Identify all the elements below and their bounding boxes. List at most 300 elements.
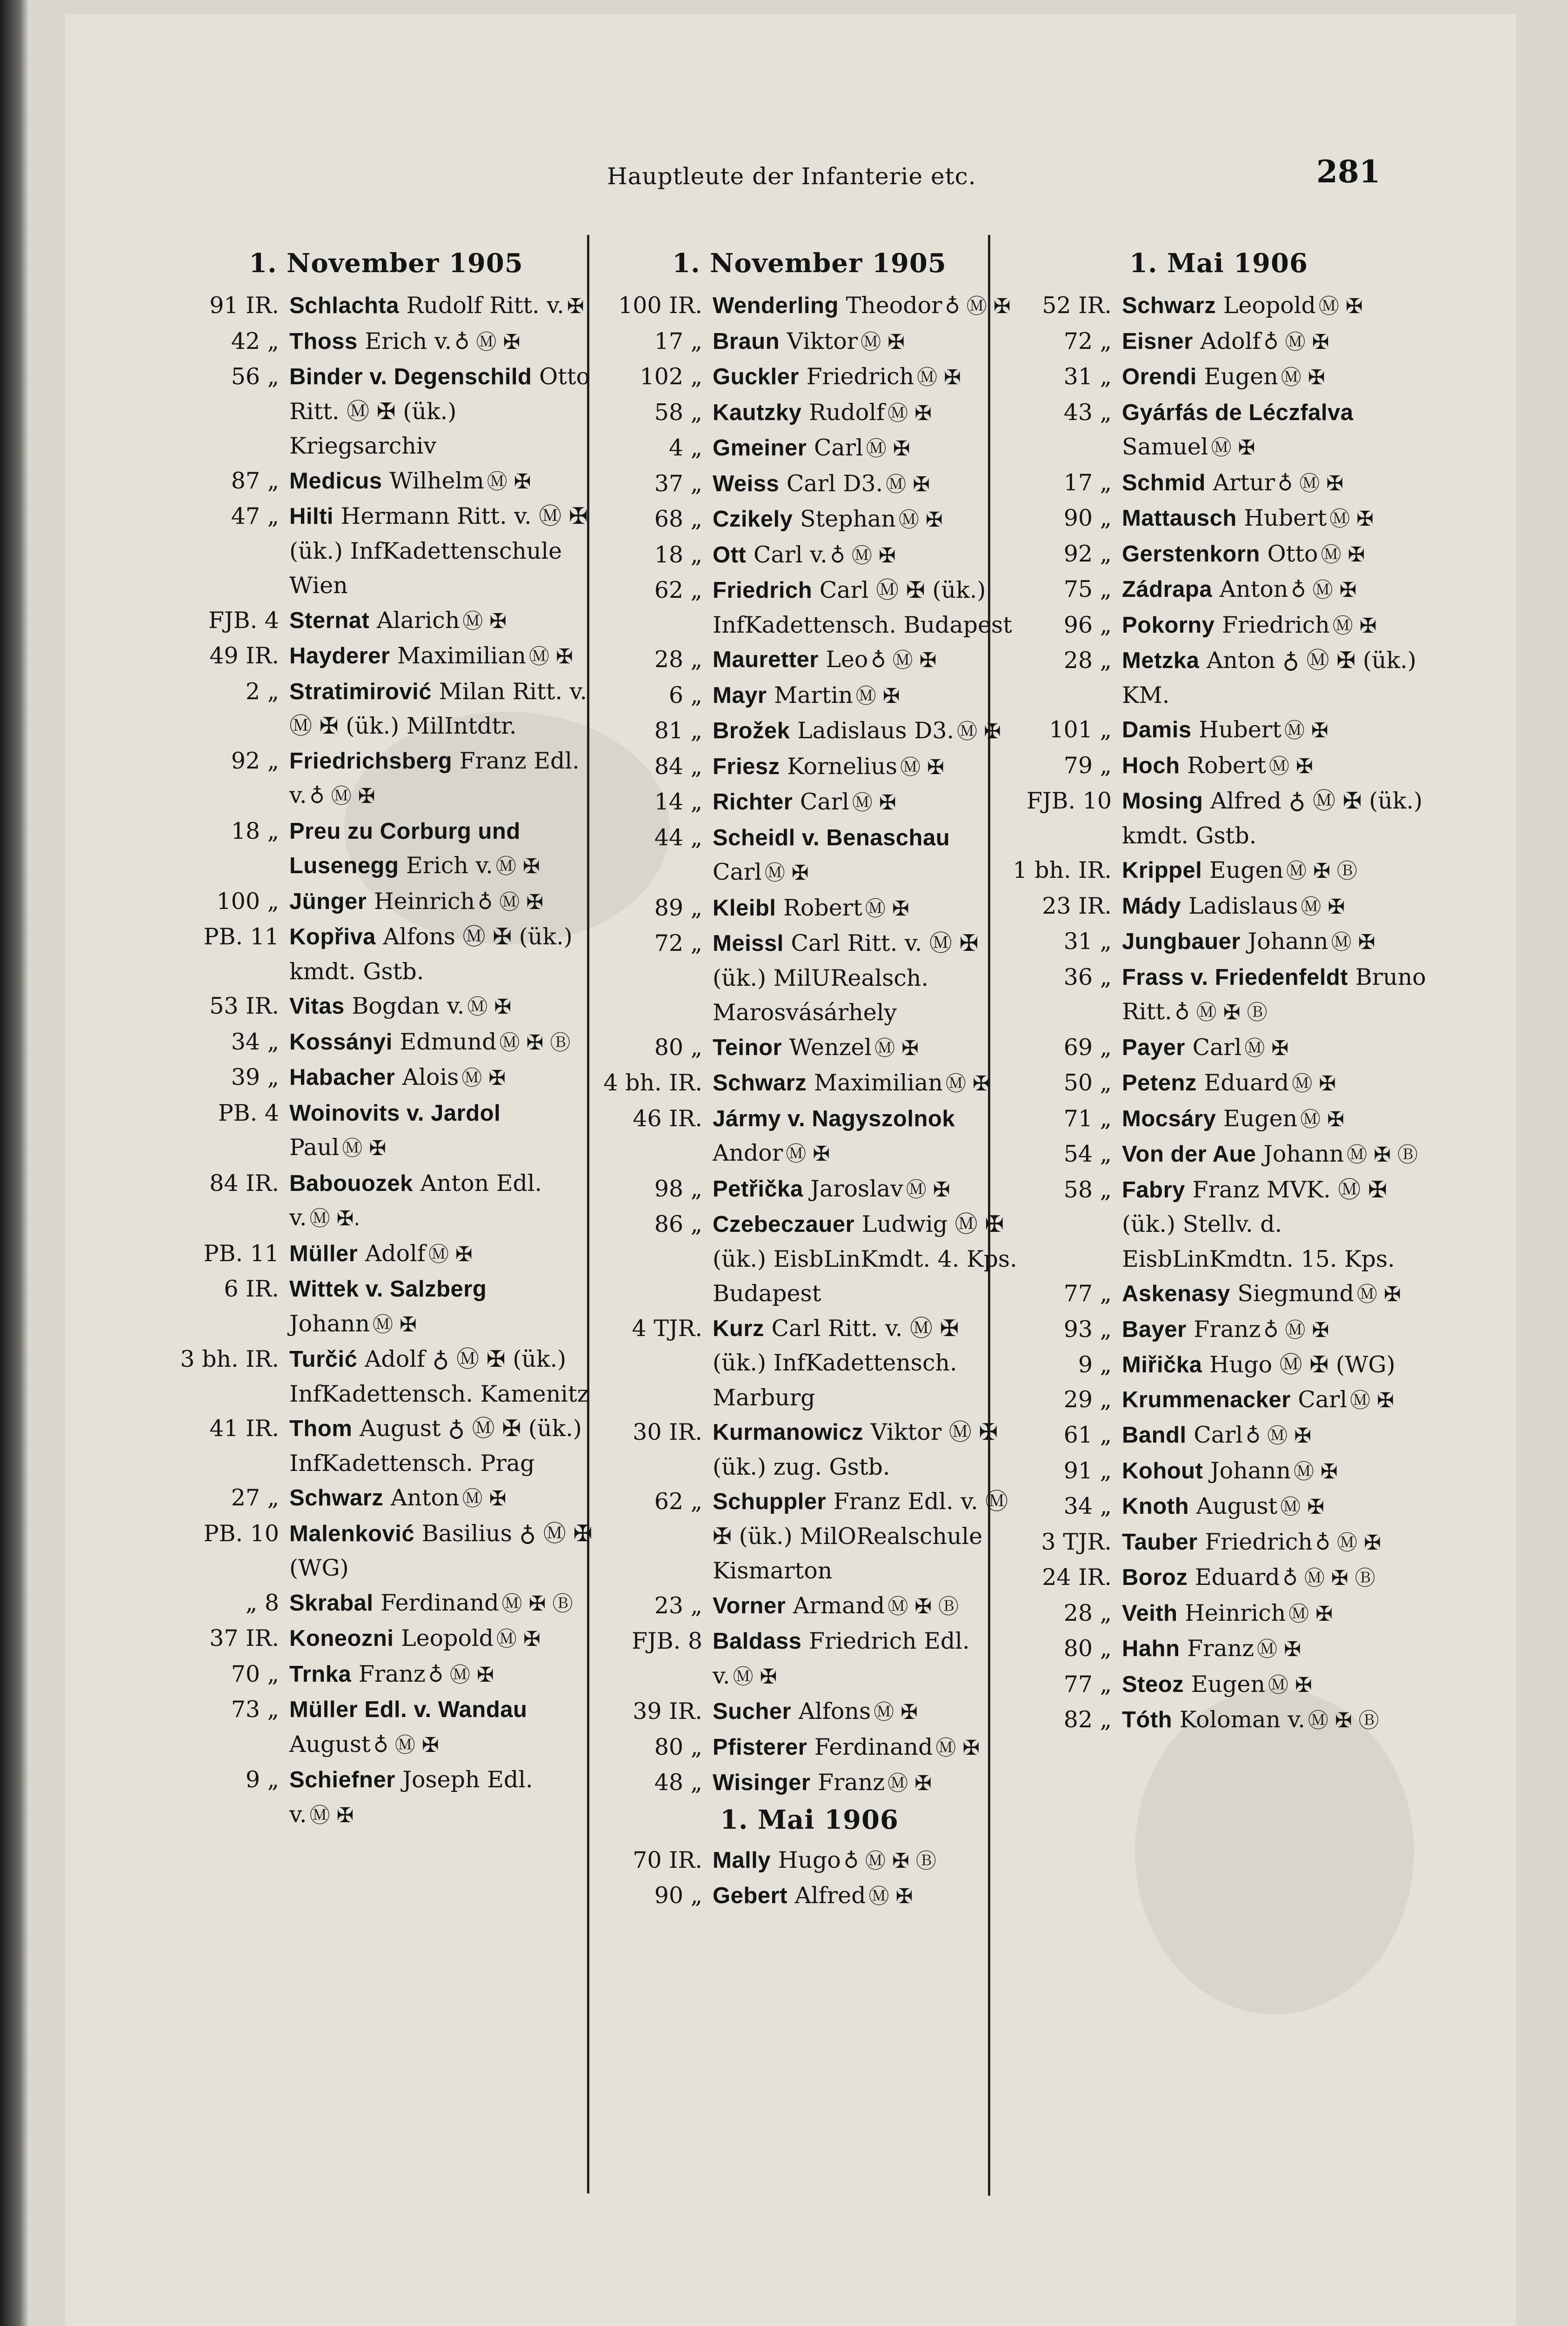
decoration-icons: ♁ Ⓜ ✠ [309, 784, 375, 808]
officer-surname: Thom [289, 1416, 353, 1441]
regiment-number: 17 „ [654, 328, 702, 354]
officer-entry [595, 1624, 1023, 1694]
decoration-icons: Ⓜ ✠ Ⓑ [501, 1591, 573, 1616]
officer-details: Friedrich Edl. v. [713, 1628, 970, 1689]
decoration-icons: ✠ [567, 294, 584, 318]
regiment-number: 102 „ [640, 363, 702, 390]
regiment-number: 96 „ [1063, 611, 1112, 638]
officer-details: Carl [800, 789, 849, 815]
entry-text [1122, 1454, 1433, 1490]
officer-entry [1005, 924, 1433, 960]
entry-text [1122, 1102, 1433, 1137]
officer-details: Johann [1248, 928, 1328, 955]
entry-text [713, 678, 1023, 714]
regiment-number: 68 „ [654, 506, 702, 532]
regiment-number: 56 „ [231, 363, 279, 390]
officer-surname: Guckler [713, 364, 799, 389]
decoration-icons: Ⓜ ✠ [945, 1072, 990, 1096]
decoration-icons: Ⓜ ✠ [1211, 436, 1255, 460]
officer-entry [172, 920, 600, 989]
officer-surname: Mocsáry [1122, 1106, 1216, 1131]
regiment-number: 37 „ [654, 470, 702, 497]
officer-details: Leopold [401, 1625, 494, 1651]
entry-text [1122, 924, 1433, 960]
officer-details: Milan Ritt. v. Ⓜ ✠ (ük.) MilIntdtr. [289, 678, 587, 739]
officer-details: Rudolf Ritt. v. [406, 292, 564, 319]
officer-entry [595, 1843, 1023, 1879]
regiment-number: 43 „ [1063, 399, 1112, 426]
regiment-number: 28 „ [654, 646, 702, 673]
officer-surname: Orendi [1122, 364, 1197, 389]
decoration-icons: Ⓜ ✠ [1268, 754, 1313, 778]
entry-text [289, 1481, 600, 1517]
regiment-number: 91 „ [1063, 1457, 1112, 1484]
entry-text [289, 675, 600, 744]
regiment-number: 87 „ [231, 467, 279, 494]
entry-text [1122, 1489, 1433, 1525]
entry-text [713, 1624, 1023, 1694]
decoration-icons: Ⓜ ✠ [461, 1066, 506, 1090]
decoration-icons: Ⓜ ✠ [428, 1242, 473, 1266]
officer-surname: Damis [1122, 717, 1192, 742]
officer-details: Hubert [1244, 505, 1327, 531]
regiment-number: FJB. 10 [1026, 788, 1112, 814]
decoration-icons: Ⓜ ✠ [1268, 1673, 1312, 1697]
regiment-number: 34 „ [231, 1028, 279, 1055]
officer-entry [595, 714, 1023, 749]
officer-details: Carl [1298, 1386, 1348, 1413]
officer-entry [595, 288, 1023, 324]
officer-entry [1005, 360, 1433, 395]
officer-surname: Pfisterer [713, 1734, 807, 1760]
officer-surname: Turčić [289, 1347, 358, 1372]
officer-details: Alfred ♁ Ⓜ ✠ (ük.) kmdt. Gstb. [1122, 788, 1423, 849]
officer-entry [595, 1172, 1023, 1208]
regiment-number: 23 IR. [1042, 892, 1112, 919]
regiment-number: 24 IR. [1042, 1564, 1112, 1591]
decoration-icons: Ⓜ ✠ [1292, 1072, 1336, 1096]
regiment-number: 17 „ [1063, 469, 1112, 496]
officer-surname: Schwarz [289, 1485, 384, 1511]
regiment-number: 80 „ [1063, 1635, 1112, 1662]
officer-surname: Krippel [1122, 858, 1202, 883]
officer-entry [595, 395, 1023, 431]
entry-text [713, 431, 1023, 467]
officer-surname: Bayer [1122, 1317, 1187, 1342]
regiment-number: 82 „ [1063, 1706, 1112, 1733]
entry-text [713, 502, 1023, 538]
regiment-number: PB. 11 [203, 923, 279, 950]
entry-text [289, 499, 600, 603]
officer-details: Viktor [787, 328, 858, 354]
regiment-number: 72 „ [1063, 328, 1112, 354]
decoration-icons: ♁ Ⓜ ✠ [871, 648, 937, 672]
entry-text [713, 324, 1023, 360]
decoration-icons: ♁ Ⓜ ✠ Ⓑ [1282, 1566, 1375, 1590]
regiment-number: 31 „ [1063, 928, 1112, 955]
officer-entry [1005, 1489, 1433, 1525]
officer-details: Carl [814, 434, 863, 461]
officer-details: Ferdinand [814, 1733, 933, 1760]
officer-entry [1005, 1454, 1433, 1490]
officer-surname: Medicus [289, 468, 382, 494]
officer-surname: Mayr [713, 682, 767, 708]
officer-surname: Jungbauer [1122, 929, 1241, 954]
entry-text [713, 1765, 1023, 1801]
regiment-number: 100 „ [216, 888, 279, 915]
entry-text [289, 814, 600, 884]
officer-details: August [1196, 1493, 1278, 1519]
entry-text [713, 1484, 1023, 1589]
entry-text [1122, 1560, 1433, 1596]
officer-surname: Kurmanowicz [713, 1420, 864, 1445]
officer-surname: Wisinger [713, 1770, 811, 1795]
officer-details: Franz [1194, 1316, 1261, 1343]
entry-text [1122, 1631, 1433, 1667]
entry-text [289, 1166, 600, 1237]
officer-surname: Kossányi [289, 1029, 393, 1055]
decoration-icons: ♁ Ⓜ ✠ [1315, 1531, 1381, 1555]
officer-surname: Knoth [1122, 1494, 1189, 1519]
officer-surname: Gyárfás de Léczfalva [1122, 400, 1354, 425]
officer-entry [1005, 1137, 1433, 1173]
officer-entry [172, 1272, 600, 1342]
regiment-number: 39 IR. [633, 1698, 702, 1724]
officer-details: Bogdan v. [352, 993, 465, 1019]
officer-details: Maximilian [397, 642, 526, 669]
decoration-icons: Ⓜ ✠ [957, 720, 1001, 743]
officer-surname: Müller [289, 1241, 358, 1266]
entry-text [1122, 1596, 1433, 1632]
officer-details: Friedrich [1222, 611, 1330, 638]
officer-details: Eugen [1191, 1671, 1266, 1698]
officer-surname: Gmeiner [713, 435, 807, 461]
officer-details: Armand [793, 1592, 885, 1619]
officer-surname: Schwarz [1122, 293, 1216, 318]
officer-entry [595, 1030, 1023, 1066]
entry-text [289, 989, 600, 1025]
officer-details: Ladislaus [1188, 892, 1298, 919]
entry-text [289, 744, 600, 814]
entry-text [713, 926, 1023, 1030]
decoration-icons: ♁ Ⓜ ✠ [478, 890, 544, 914]
officer-details: Wenzel [789, 1034, 872, 1061]
officer-entry [595, 926, 1023, 1030]
decoration-icons: Ⓜ ✠ [309, 1803, 354, 1827]
officer-entry [595, 538, 1023, 574]
decoration-icons: Ⓜ ✠ [1332, 614, 1377, 638]
officer-details: Hubert [1199, 716, 1281, 743]
entry-text [289, 639, 600, 675]
officer-entry [172, 1166, 600, 1237]
entry-text [1122, 713, 1433, 749]
officer-surname: Kohout [1122, 1458, 1203, 1484]
entry-text [713, 1172, 1023, 1208]
decoration-icons: Ⓜ ✠ [462, 609, 507, 633]
entry-text [1122, 608, 1433, 644]
officer-entry [1005, 749, 1433, 784]
regiment-number: 18 „ [231, 817, 279, 844]
decoration-icons: Ⓜ ✠ [1329, 507, 1374, 531]
entry-text [289, 1272, 600, 1342]
regiment-number: „ 8 [245, 1589, 279, 1616]
decoration-icons: Ⓜ ✠ [935, 1736, 980, 1760]
officer-details: Viktor Ⓜ ✠ (ük.) zug. Gstb. [713, 1419, 998, 1480]
officer-entry [172, 1025, 600, 1061]
decoration-icons: Ⓜ ✠ [900, 755, 944, 779]
officer-entry [595, 749, 1023, 785]
decoration-icons: Ⓜ ✠ [1331, 930, 1375, 954]
regiment-number: 90 „ [1063, 505, 1112, 531]
officer-details: Basilius ♁ Ⓜ ✠ (WG) [289, 1520, 593, 1581]
officer-details: Koloman v. [1179, 1706, 1305, 1733]
regiment-number: 30 IR. [633, 1419, 702, 1445]
officer-surname: Trnka [289, 1661, 352, 1687]
entry-text [1122, 1525, 1433, 1561]
officer-surname: Askenasy [1122, 1281, 1230, 1306]
entry-text [1122, 960, 1433, 1030]
officer-surname: Petenz [1122, 1070, 1197, 1096]
regiment-number: 6 „ [668, 682, 702, 708]
officer-surname: Mattausch [1122, 506, 1237, 531]
officer-details: Artur [1213, 469, 1275, 496]
officer-surname: Scheidl v. Benaschau [713, 825, 950, 850]
officer-entry [1005, 466, 1433, 501]
officer-entry [1005, 501, 1433, 537]
decoration-icons: Ⓜ ✠ [874, 1700, 918, 1724]
officer-details: Carl D3. [786, 470, 883, 497]
regiment-number: 84 „ [654, 753, 702, 780]
officer-entry [172, 324, 600, 360]
regiment-number: 46 IR. [633, 1105, 702, 1132]
officer-entry [1005, 324, 1433, 360]
officer-details: Carl Ⓜ ✠ (ük.) InfKadettensch. Budapest [713, 577, 1012, 638]
officer-entry [1005, 1383, 1433, 1418]
decoration-icons: Ⓜ ✠ [1350, 1388, 1395, 1412]
regiment-number: 1 bh. IR. [1013, 857, 1112, 883]
officer-entry [1005, 288, 1433, 324]
regiment-number: 91 IR. [209, 292, 279, 319]
officer-entry [1005, 1631, 1433, 1667]
officer-entry [595, 1589, 1023, 1624]
entry-text [713, 821, 1023, 891]
officer-entry [1005, 1030, 1433, 1066]
officer-surname: Friedrich [713, 578, 813, 603]
officer-surname: Gebert [713, 1883, 787, 1908]
officer-details: Eugen [1209, 857, 1284, 883]
officer-details: Franz MVK. Ⓜ ✠ (ük.) Stellv. d. EisbLinKmdtn. 15. Kps. [1122, 1176, 1395, 1272]
officer-details: Anton [1219, 576, 1288, 602]
officer-details: Franz [358, 1660, 426, 1687]
decoration-icons: Ⓜ ✠ Ⓑ [887, 1594, 959, 1618]
officer-details: Paul [289, 1134, 340, 1161]
officer-details: Heinrich [1185, 1599, 1286, 1626]
regiment-number: 14 „ [654, 789, 702, 815]
officer-entry [595, 785, 1023, 821]
entry-text [1122, 784, 1433, 853]
officer-surname: Von der Aue [1122, 1142, 1256, 1167]
regiment-number: 39 „ [231, 1064, 279, 1090]
regiment-number: 79 „ [1063, 752, 1112, 779]
regiment-number: PB. 11 [203, 1240, 279, 1267]
regiment-number: 48 „ [654, 1769, 702, 1796]
regiment-number: 70 „ [231, 1660, 279, 1687]
decoration-icons: Ⓜ ✠ [1280, 1495, 1325, 1519]
entry-text [1122, 1703, 1433, 1738]
officer-surname: Binder v. Degenschild [289, 364, 532, 389]
officer-entry [172, 1096, 600, 1166]
regiment-number: 81 „ [654, 717, 702, 744]
officer-details: Carl [1194, 1422, 1243, 1448]
officer-surname: Krummenacker [1122, 1387, 1291, 1412]
officer-details: Samuel [1122, 434, 1208, 460]
officer-surname: Kleibl [713, 895, 776, 921]
regiment-number: 54 „ [1063, 1141, 1112, 1167]
officer-entry [1005, 572, 1433, 608]
entry-text [289, 884, 600, 920]
section-heading: 1. November 1905 [672, 248, 947, 279]
officer-details: Theodor [846, 292, 942, 319]
decoration-icons: Ⓜ ✠. [309, 1207, 360, 1230]
officer-surname: Schlachta [289, 293, 399, 318]
entry-text [289, 1060, 600, 1096]
officer-details: Anton Edl. v. [289, 1170, 542, 1231]
decoration-icons: Ⓜ ✠ [1300, 1107, 1345, 1131]
officer-details: Franz Edl. v. Ⓜ ✠ (ük.) MilORealschule Kismarton [713, 1488, 1008, 1584]
officer-surname: Metzka [1122, 648, 1200, 673]
officer-surname: Braun [713, 328, 780, 354]
officer-surname: Baldass [713, 1629, 802, 1654]
officer-surname: Babouozek [289, 1170, 413, 1196]
regiment-number: 27 „ [231, 1484, 279, 1511]
officer-surname: Weiss [713, 471, 780, 496]
officer-entry [1005, 643, 1433, 713]
decoration-icons: Ⓜ ✠ [865, 896, 909, 921]
decoration-icons: ♁ Ⓜ ✠ [830, 543, 896, 568]
officer-details: Hermann Ritt. v. Ⓜ ✠ (ük.) InfKadettenschule Wien [289, 503, 588, 599]
officer-entry [595, 502, 1023, 538]
officer-entry [595, 1730, 1023, 1766]
entry-text [289, 920, 600, 989]
entry-text [1122, 360, 1433, 395]
decoration-icons: Ⓜ ✠ [1288, 1602, 1333, 1626]
regiment-number: 28 „ [1063, 1599, 1112, 1626]
regiment-number: 3 bh. IR. [180, 1346, 279, 1372]
officer-surname: Tauber [1122, 1529, 1198, 1555]
regiment-number: 4 TJR. [632, 1315, 702, 1342]
officer-surname: Mauretter [713, 647, 819, 672]
officer-surname: Czikely [713, 507, 793, 532]
officer-entry [172, 814, 600, 884]
officer-entry [1005, 1560, 1433, 1596]
officer-details: Adolf [1200, 328, 1261, 354]
entry-text [289, 1621, 600, 1657]
officer-entry [1005, 537, 1433, 573]
officer-surname: Wenderling [713, 293, 839, 318]
regiment-number: 28 „ [1063, 647, 1112, 674]
entry-text [1122, 572, 1433, 608]
entry-text [289, 360, 600, 464]
officer-entry [595, 821, 1023, 891]
officer-surname: Tóth [1122, 1707, 1173, 1732]
entry-text [713, 1694, 1023, 1730]
officer-entry [1005, 1066, 1433, 1102]
officer-details: Edmund [400, 1028, 497, 1055]
decoration-icons: Ⓜ ✠ [1356, 1283, 1401, 1306]
entry-text [1122, 1066, 1433, 1102]
officer-details: Eduard [1204, 1069, 1289, 1096]
regiment-number: 62 „ [654, 1488, 702, 1515]
officer-surname: Friesz [713, 754, 780, 779]
regiment-number: PB. 10 [203, 1520, 279, 1547]
officer-details: Franz [818, 1769, 885, 1796]
officer-details: Robert [783, 894, 862, 921]
decoration-icons: Ⓜ ✠ [887, 401, 932, 425]
entry-text [713, 714, 1023, 749]
officer-entry [595, 467, 1023, 502]
officer-entry [595, 1102, 1023, 1172]
entry-text [713, 1878, 1023, 1914]
officer-surname: Mády [1122, 893, 1181, 919]
decoration-icons: ♁ Ⓜ ✠ [1291, 578, 1357, 602]
officer-surname: Bandl [1122, 1423, 1187, 1448]
officer-entry [172, 1517, 600, 1586]
decoration-icons: Ⓜ ✠ Ⓑ [1347, 1143, 1418, 1167]
officer-surname: Brožek [713, 718, 790, 743]
officer-entry [172, 1411, 600, 1481]
decoration-icons: Ⓜ ✠ [462, 1487, 507, 1511]
regiment-number: 9 „ [245, 1766, 279, 1793]
entry-text [713, 1843, 1023, 1879]
decoration-icons: ♁ Ⓜ ✠ [1278, 471, 1344, 495]
officer-surname: Jünger [289, 889, 367, 914]
regiment-number: 80 „ [654, 1034, 702, 1061]
officer-details: Adolf [365, 1240, 426, 1267]
officer-surname: Zádrapa [1122, 577, 1213, 602]
officer-entry [1005, 1312, 1433, 1348]
regiment-number: 41 IR. [209, 1415, 279, 1442]
entry-text [1122, 1418, 1433, 1454]
regiment-number: FJB. 4 [208, 607, 279, 634]
officer-entry [172, 675, 600, 744]
column-1 [172, 248, 600, 1833]
officer-details: Siegmund [1237, 1280, 1354, 1307]
officer-surname: Boroz [1122, 1565, 1188, 1590]
officer-details: Franz [1187, 1635, 1254, 1662]
regiment-number: 84 IR. [209, 1170, 279, 1196]
officer-surname: Müller Edl. v. Wandau [289, 1697, 527, 1722]
decoration-icons: Ⓜ ✠ Ⓑ [1308, 1709, 1379, 1732]
regiment-number: 4 bh. IR. [603, 1069, 702, 1096]
regiment-number: 92 „ [231, 747, 279, 774]
officer-surname: Miřička [1122, 1352, 1202, 1377]
entry-text [713, 360, 1023, 395]
officer-entry [1005, 395, 1433, 466]
officer-surname: Malenković [289, 1521, 415, 1546]
officer-entry [595, 1694, 1023, 1730]
regiment-number: 42 „ [231, 328, 279, 354]
officer-details: Carl [713, 859, 762, 885]
column-2 [595, 248, 1023, 1914]
entry-text [713, 1730, 1023, 1766]
entry-text [713, 1415, 1023, 1484]
officer-entry [595, 891, 1023, 927]
page-number: 281 [1316, 154, 1381, 190]
book-binding-edge [0, 0, 28, 2326]
officer-surname: Vorner [713, 1593, 786, 1618]
regiment-number: 77 „ [1063, 1280, 1112, 1307]
officer-surname: Wittek v. Salzberg [289, 1277, 487, 1302]
